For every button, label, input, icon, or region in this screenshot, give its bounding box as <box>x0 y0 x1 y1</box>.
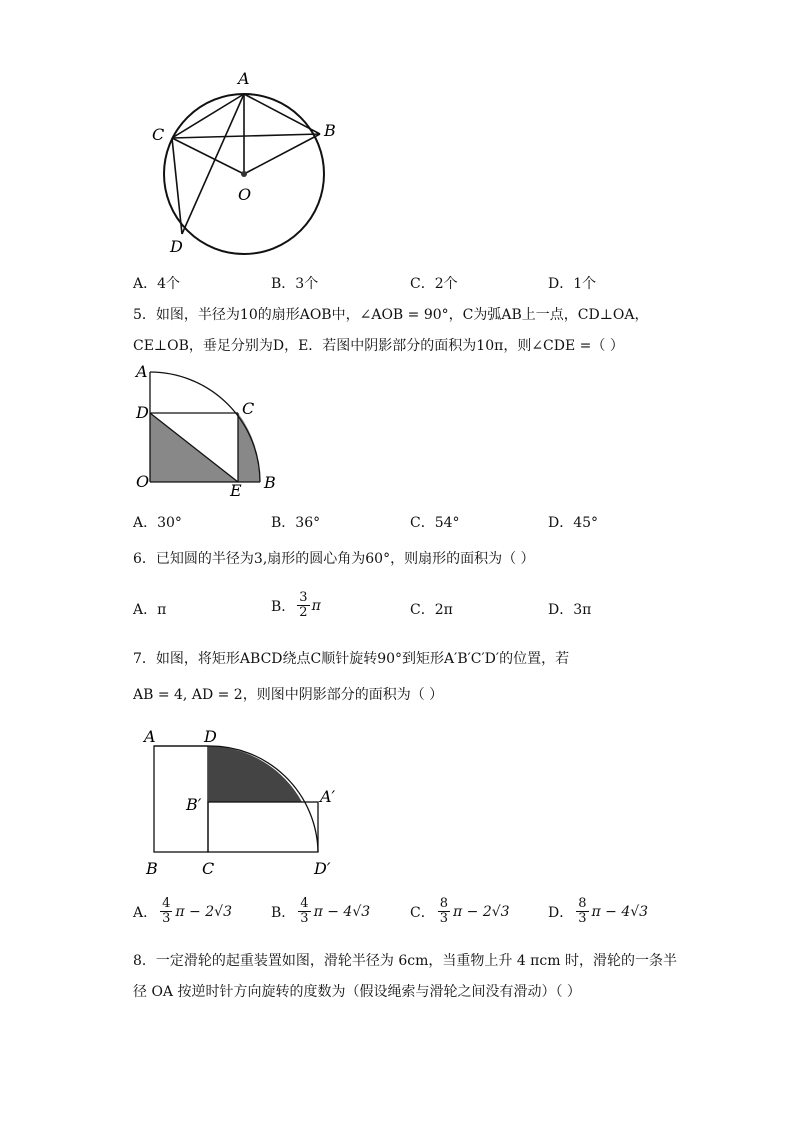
label-b: B <box>324 121 336 140</box>
option-prefix: A． <box>133 904 158 921</box>
q5-question-line1: 5．如图，半径为10的扇形AOB中，∠AOB = 90°，C为弧AB上一点，CD⊥OA， <box>133 307 649 323</box>
label-c: C <box>202 859 215 878</box>
option-fraction <box>576 897 588 926</box>
label-c: C <box>152 125 165 144</box>
segment-bo <box>244 134 320 174</box>
fraction-denominator: 3 <box>162 911 171 926</box>
segment-ca <box>172 94 244 138</box>
option-prefix: B． <box>271 904 296 921</box>
label-o: O <box>136 472 150 491</box>
option-expression: π − 4√3 <box>313 903 371 920</box>
q5-option-c: C．54° <box>410 515 460 531</box>
rectangle-a-b-c-d-prime <box>208 802 318 852</box>
q6-option-c: C．2π <box>410 602 453 618</box>
q5-question-line2: CE⊥OB，垂足分别为D，E．若图中阴影部分的面积为10π，则∠CDE =（ ） <box>133 338 624 354</box>
shaded-region <box>208 746 302 802</box>
center-dot <box>241 171 247 177</box>
q7-option-c <box>410 897 510 926</box>
q4-option-d: D．1个 <box>548 276 597 292</box>
fraction-numerator: 8 <box>578 896 587 911</box>
q6-option-a: A．π <box>133 602 167 618</box>
option-fraction <box>298 897 310 926</box>
q6-option-b <box>271 591 321 620</box>
fraction-denominator: 3 <box>300 911 309 926</box>
fraction-numerator: 3 <box>299 590 308 605</box>
q4-option-c: C．2个 <box>410 276 458 292</box>
option-fraction <box>438 897 450 926</box>
fraction-denominator: 2 <box>299 605 308 620</box>
option-expression: π − 4√3 <box>591 903 649 920</box>
label-a: A <box>136 362 148 381</box>
q7-option-d <box>548 897 648 926</box>
q5-option-b: B．36° <box>271 515 321 531</box>
option-fraction <box>160 897 172 926</box>
fraction-denominator: 3 <box>439 911 448 926</box>
fraction-numerator: 4 <box>300 896 309 911</box>
label-a: A <box>238 69 250 88</box>
segment-co <box>172 138 244 174</box>
fraction-denominator: 3 <box>578 911 587 926</box>
label-a-prime: A′ <box>320 787 336 806</box>
label-c: C <box>242 399 255 418</box>
fraction-numerator: 8 <box>439 896 448 911</box>
q6-option-b-suffix: π <box>311 597 321 614</box>
q5-option-a: A．30° <box>133 515 182 531</box>
q7-option-a <box>133 897 232 926</box>
q4-option-b: B．3个 <box>271 276 319 292</box>
label-a: A <box>144 727 156 746</box>
q7-question-line2: AB = 4, AD = 2，则图中阴影部分的面积为（ ） <box>133 687 444 703</box>
label-b-prime: B′ <box>186 795 202 814</box>
q6-question-line1: 6．已知圆的半径为3,扇形的圆心角为60°，则扇形的面积为（ ） <box>133 551 535 567</box>
fraction-numerator: 4 <box>162 896 171 911</box>
q5-sector-figure <box>132 362 292 502</box>
q5-option-d: D．45° <box>548 515 599 531</box>
q7-rectangle-figure <box>140 722 350 882</box>
q7-question-line1: 7．如图，将矩形ABCD绕点C顺针旋转90°到矩形A′B′C′D′的位置，若 <box>133 651 570 667</box>
q8-question-line2: 径 OA 按逆时针方向旋转的度数为（假设绳索与滑轮之间没有滑动）（ ） <box>133 984 581 1000</box>
label-b: B <box>264 473 276 492</box>
label-d: D <box>170 237 183 256</box>
segment-ab <box>244 94 320 134</box>
q6-option-b-fraction <box>297 591 309 620</box>
q7-option-b <box>271 897 370 926</box>
q6-option-b-prefix: B． <box>271 598 296 615</box>
option-expression: π − 2√3 <box>453 903 510 920</box>
shaded-region-ceb <box>238 413 260 482</box>
segment-cd <box>172 138 182 234</box>
q8-question-line1: 8．一定滑轮的起重装置如图，滑轮半径为 6cm，当重物上升 4 πcm 时，滑轮的一条半 <box>133 953 677 969</box>
option-prefix: D． <box>548 904 574 921</box>
label-e: E <box>230 481 242 500</box>
label-d-prime: D′ <box>314 859 331 878</box>
label-o: O <box>238 185 252 204</box>
q4-circle-figure <box>150 62 350 262</box>
option-expression: π − 2√3 <box>175 903 232 920</box>
label-d: D <box>136 403 149 422</box>
label-d: D <box>204 727 217 746</box>
option-prefix: C． <box>410 904 435 921</box>
label-b: B <box>146 859 158 878</box>
q6-option-d: D．3π <box>548 602 592 618</box>
segment-cb <box>172 134 320 138</box>
q4-option-a: A．4个 <box>133 276 181 292</box>
